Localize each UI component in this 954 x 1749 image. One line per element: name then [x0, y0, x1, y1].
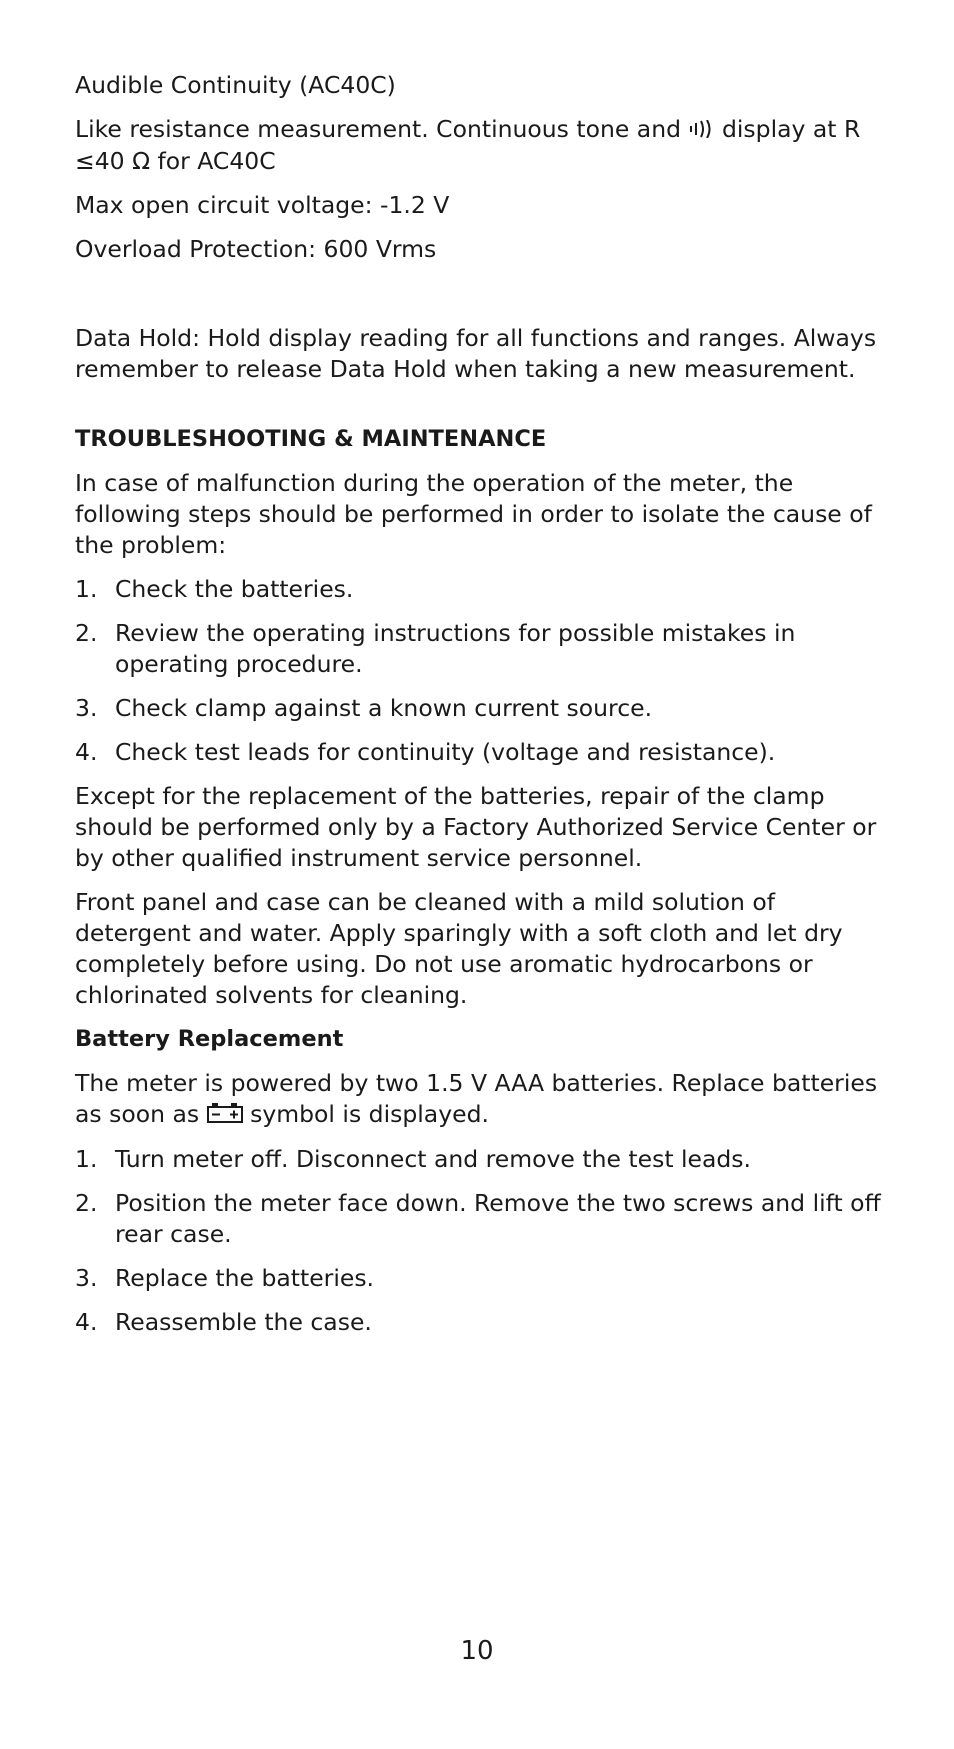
step-number: 3. [75, 694, 98, 722]
step-text: Check clamp against a known current source. [115, 694, 653, 722]
overload-protection: Overload Protection: 600 Vrms [75, 235, 437, 263]
battery-steps [75, 1144, 895, 1338]
battery-intro-after: symbol is displayed. [250, 1100, 489, 1128]
page-number: 10 [460, 1636, 494, 1666]
step-text: Check test leads for continuity (voltage and resistance). [115, 738, 776, 766]
step-number: 2. [75, 619, 98, 647]
step-text: Review the operating instructions for possible mistakes in operating procedure. [115, 619, 796, 678]
open-circuit-voltage: Max open circuit voltage: -1.2 V [75, 191, 450, 219]
troubleshooting-intro: In case of malfunction during the operation of the meter, the following steps should be performed in order to isolate the cause of the problem: [75, 469, 872, 559]
step-number: 4. [75, 1308, 98, 1336]
step-text: Check the batteries. [115, 575, 354, 603]
list-item [75, 1188, 895, 1250]
battery-intro-before: The meter is powered by two 1.5 V AAA batteries. Replace batteries as soon as [75, 1069, 878, 1128]
speaker-beep-icon [689, 115, 715, 146]
step-text: Reassemble the case. [115, 1308, 372, 1336]
manual-page [75, 70, 895, 1338]
list-item [75, 737, 895, 768]
continuity-desc-after: display at R ≤40 Ω for AC40C [75, 115, 861, 175]
list-item [75, 574, 895, 605]
list-item [75, 1144, 895, 1175]
step-number: 1. [75, 575, 98, 603]
cleaning-note: Front panel and case can be cleaned with a mild solution of detergent and water. Apply sparingly with a soft cloth and let dry completely before using. Do not use aromatic hydrocarbons or chlorinated solvents for cleaning. [75, 888, 843, 1009]
step-number: 4. [75, 738, 98, 766]
list-item [75, 618, 895, 680]
battery-icon [207, 1100, 243, 1131]
continuity-description [75, 114, 895, 177]
data-hold-text: Data Hold: Hold display reading for all functions and ranges. Always remember to release Data Hold when taking a new measurement. [75, 324, 877, 383]
continuity-desc-before: Like resistance measurement. Continuous tone and [75, 115, 682, 143]
step-text: Position the meter face down. Remove the two screws and lift off rear case. [115, 1189, 881, 1248]
list-item [75, 1263, 895, 1294]
troubleshooting-heading: TROUBLESHOOTING & MAINTENANCE [75, 426, 547, 452]
battery-intro [75, 1068, 895, 1131]
step-text: Replace the batteries. [115, 1264, 375, 1292]
troubleshooting-steps [75, 574, 895, 768]
step-text: Turn meter off. Disconnect and remove the test leads. [115, 1145, 752, 1173]
battery-heading: Battery Replacement [75, 1026, 344, 1052]
repair-note: Except for the replacement of the batteries, repair of the clamp should be performed only by a Factory Authorized Service Center or by other qualified instrument service personnel. [75, 782, 877, 872]
list-item [75, 693, 895, 724]
list-item [75, 1307, 895, 1338]
continuity-title: Audible Continuity (AC40C) [75, 71, 396, 99]
step-number: 1. [75, 1145, 98, 1173]
step-number: 2. [75, 1189, 98, 1217]
step-number: 3. [75, 1264, 98, 1292]
